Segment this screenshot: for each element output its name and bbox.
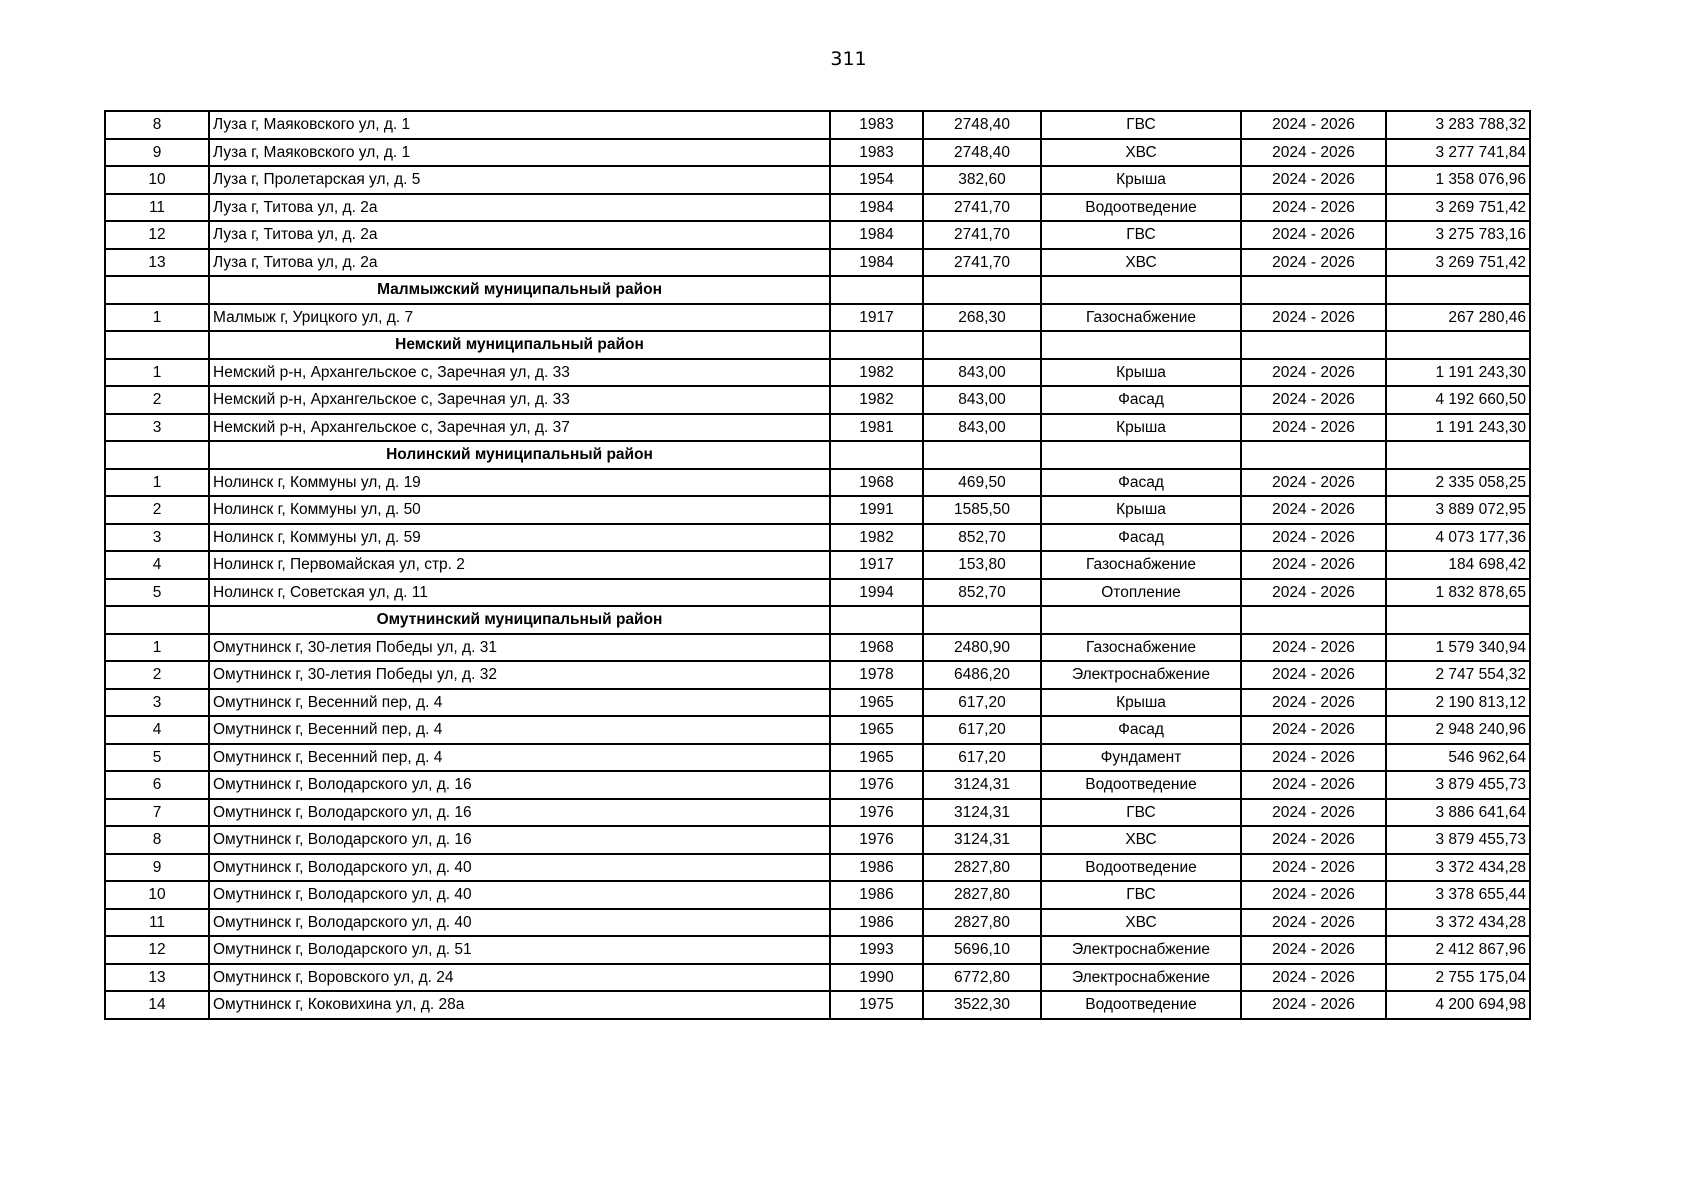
area-cell: 6772,80 [923,964,1041,992]
year-built-cell: 1978 [830,661,923,689]
work-type-cell: ГВС [1041,221,1241,249]
cost-cell: 2 755 175,04 [1386,964,1530,992]
work-type-cell: Газоснабжение [1041,551,1241,579]
table-row [105,111,1530,139]
empty-cell [1241,331,1386,359]
table-row [105,551,1530,579]
area-cell: 2741,70 [923,249,1041,277]
cost-cell: 1 191 243,30 [1386,414,1530,442]
district-title: Омутнинский муниципальный район [209,606,830,634]
row-number-cell: 9 [105,854,209,882]
area-cell: 2741,70 [923,221,1041,249]
address-cell: Нолинск г, Коммуны ул, д. 50 [209,496,830,524]
address-cell: Нолинск г, Советская ул, д. 11 [209,579,830,607]
year-built-cell: 1954 [830,166,923,194]
empty-cell [1041,276,1241,304]
work-type-cell: ГВС [1041,111,1241,139]
cost-cell: 3 879 455,73 [1386,826,1530,854]
address-cell: Нолинск г, Коммуны ул, д. 19 [209,469,830,497]
address-cell: Малмыж г, Урицкого ул, д. 7 [209,304,830,332]
table-row [105,991,1530,1019]
address-cell: Омутнинск г, Коковихина ул, д. 28а [209,991,830,1019]
row-number-cell: 1 [105,634,209,662]
period-cell: 2024 - 2026 [1241,799,1386,827]
row-number-cell: 3 [105,524,209,552]
district-header-row [105,606,1530,634]
address-cell: Омутнинск г, 30-летия Победы ул, д. 31 [209,634,830,662]
address-cell: Омутнинск г, 30-летия Победы ул, д. 32 [209,661,830,689]
address-cell: Луза г, Пролетарская ул, д. 5 [209,166,830,194]
work-type-cell: ХВС [1041,826,1241,854]
year-built-cell: 1991 [830,496,923,524]
cost-cell: 3 886 641,64 [1386,799,1530,827]
area-cell: 469,50 [923,469,1041,497]
address-cell: Немский р-н, Архангельское с, Заречная ул, д. 33 [209,359,830,387]
district-title: Нолинский муниципальный район [209,441,830,469]
empty-cell [105,276,209,304]
cost-cell: 267 280,46 [1386,304,1530,332]
address-cell: Луза г, Титова ул, д. 2а [209,194,830,222]
work-type-cell: Крыша [1041,496,1241,524]
row-number-cell: 2 [105,386,209,414]
area-cell: 617,20 [923,716,1041,744]
year-built-cell: 1976 [830,799,923,827]
address-cell: Луза г, Титова ул, д. 2а [209,221,830,249]
row-number-cell: 11 [105,194,209,222]
period-cell: 2024 - 2026 [1241,359,1386,387]
table-row [105,166,1530,194]
period-cell: 2024 - 2026 [1241,881,1386,909]
cost-cell: 4 073 177,36 [1386,524,1530,552]
year-built-cell: 1986 [830,881,923,909]
cost-cell: 2 747 554,32 [1386,661,1530,689]
year-built-cell: 1917 [830,551,923,579]
area-cell: 2827,80 [923,854,1041,882]
area-cell: 2741,70 [923,194,1041,222]
row-number-cell: 3 [105,414,209,442]
area-cell: 3124,31 [923,771,1041,799]
table-row [105,359,1530,387]
district-title: Немский муниципальный район [209,331,830,359]
year-built-cell: 1984 [830,221,923,249]
cost-cell: 3 889 072,95 [1386,496,1530,524]
table-row [105,826,1530,854]
row-number-cell: 8 [105,826,209,854]
table-row [105,854,1530,882]
area-cell: 268,30 [923,304,1041,332]
row-number-cell: 14 [105,991,209,1019]
work-type-cell: Газоснабжение [1041,304,1241,332]
row-number-cell: 6 [105,771,209,799]
page-number: 311 [830,48,867,70]
address-cell: Омутнинск г, Володарского ул, д. 16 [209,799,830,827]
year-built-cell: 1976 [830,771,923,799]
year-built-cell: 1993 [830,936,923,964]
area-cell: 2748,40 [923,139,1041,167]
row-number-cell: 4 [105,716,209,744]
row-number-cell: 1 [105,469,209,497]
empty-cell [1241,276,1386,304]
area-cell: 843,00 [923,414,1041,442]
address-cell: Нолинск г, Первомайская ул, стр. 2 [209,551,830,579]
year-built-cell: 1968 [830,469,923,497]
work-type-cell: Крыша [1041,414,1241,442]
area-cell: 3124,31 [923,826,1041,854]
year-built-cell: 1965 [830,689,923,717]
year-built-cell: 1983 [830,139,923,167]
period-cell: 2024 - 2026 [1241,964,1386,992]
area-cell: 2827,80 [923,881,1041,909]
year-built-cell: 1986 [830,854,923,882]
year-built-cell: 1982 [830,359,923,387]
cost-cell: 3 277 741,84 [1386,139,1530,167]
empty-cell [923,606,1041,634]
address-cell: Нолинск г, Коммуны ул, д. 59 [209,524,830,552]
empty-cell [830,606,923,634]
cost-cell: 3 269 751,42 [1386,249,1530,277]
year-built-cell: 1994 [830,579,923,607]
area-cell: 3522,30 [923,991,1041,1019]
period-cell: 2024 - 2026 [1241,689,1386,717]
table-row [105,194,1530,222]
row-number-cell: 12 [105,221,209,249]
year-built-cell: 1984 [830,194,923,222]
table-row [105,139,1530,167]
year-built-cell: 1983 [830,111,923,139]
work-type-cell: Водоотведение [1041,771,1241,799]
year-built-cell: 1976 [830,826,923,854]
address-cell: Омутнинск г, Володарского ул, д. 40 [209,881,830,909]
empty-cell [1041,606,1241,634]
year-built-cell: 1917 [830,304,923,332]
area-cell: 852,70 [923,524,1041,552]
row-number-cell: 5 [105,744,209,772]
table-row [105,579,1530,607]
cost-cell: 3 372 434,28 [1386,854,1530,882]
address-cell: Немский р-н, Архангельское с, Заречная ул, д. 37 [209,414,830,442]
table-row [105,744,1530,772]
work-type-cell: Водоотведение [1041,854,1241,882]
row-number-cell: 10 [105,881,209,909]
cost-cell: 4 192 660,50 [1386,386,1530,414]
empty-cell [923,331,1041,359]
table-row [105,799,1530,827]
empty-cell [105,441,209,469]
area-cell: 1585,50 [923,496,1041,524]
period-cell: 2024 - 2026 [1241,771,1386,799]
area-cell: 852,70 [923,579,1041,607]
table-row [105,414,1530,442]
period-cell: 2024 - 2026 [1241,634,1386,662]
cost-cell: 1 579 340,94 [1386,634,1530,662]
table-row [105,496,1530,524]
address-cell: Немский р-н, Архангельское с, Заречная ул, д. 33 [209,386,830,414]
row-number-cell: 13 [105,249,209,277]
row-number-cell: 3 [105,689,209,717]
table-row [105,221,1530,249]
period-cell: 2024 - 2026 [1241,716,1386,744]
table-row [105,936,1530,964]
period-cell: 2024 - 2026 [1241,469,1386,497]
period-cell: 2024 - 2026 [1241,221,1386,249]
empty-cell [1241,441,1386,469]
address-cell: Омутнинск г, Володарского ул, д. 40 [209,909,830,937]
year-built-cell: 1982 [830,524,923,552]
period-cell: 2024 - 2026 [1241,414,1386,442]
period-cell: 2024 - 2026 [1241,744,1386,772]
work-type-cell: Водоотведение [1041,991,1241,1019]
area-cell: 843,00 [923,386,1041,414]
work-type-cell: Крыша [1041,166,1241,194]
table-row [105,881,1530,909]
year-built-cell: 1982 [830,386,923,414]
period-cell: 2024 - 2026 [1241,909,1386,937]
period-cell: 2024 - 2026 [1241,304,1386,332]
year-built-cell: 1981 [830,414,923,442]
address-cell: Омутнинск г, Весенний пер, д. 4 [209,716,830,744]
address-cell: Омутнинск г, Володарского ул, д. 16 [209,771,830,799]
cost-cell: 1 191 243,30 [1386,359,1530,387]
address-cell: Луза г, Маяковского ул, д. 1 [209,111,830,139]
cost-cell: 1 358 076,96 [1386,166,1530,194]
year-built-cell: 1986 [830,909,923,937]
period-cell: 2024 - 2026 [1241,111,1386,139]
period-cell: 2024 - 2026 [1241,166,1386,194]
row-number-cell: 5 [105,579,209,607]
table-row [105,964,1530,992]
cost-cell: 3 372 434,28 [1386,909,1530,937]
period-cell: 2024 - 2026 [1241,386,1386,414]
year-built-cell: 1990 [830,964,923,992]
cost-cell: 1 832 878,65 [1386,579,1530,607]
table-row [105,661,1530,689]
row-number-cell: 2 [105,496,209,524]
year-built-cell: 1984 [830,249,923,277]
address-cell: Омутнинск г, Весенний пер, д. 4 [209,689,830,717]
district-header-row [105,441,1530,469]
address-cell: Омутнинск г, Воровского ул, д. 24 [209,964,830,992]
period-cell: 2024 - 2026 [1241,524,1386,552]
work-type-cell: ХВС [1041,139,1241,167]
address-cell: Омутнинск г, Володарского ул, д. 16 [209,826,830,854]
period-cell: 2024 - 2026 [1241,936,1386,964]
table-row [105,771,1530,799]
cost-cell: 3 275 783,16 [1386,221,1530,249]
work-type-cell: Фасад [1041,469,1241,497]
area-cell: 3124,31 [923,799,1041,827]
period-cell: 2024 - 2026 [1241,551,1386,579]
area-cell: 2480,90 [923,634,1041,662]
cost-cell: 2 190 813,12 [1386,689,1530,717]
work-type-cell: ХВС [1041,909,1241,937]
work-type-cell: Электроснабжение [1041,661,1241,689]
empty-cell [1386,606,1530,634]
period-cell: 2024 - 2026 [1241,826,1386,854]
address-cell: Омутнинск г, Володарского ул, д. 40 [209,854,830,882]
row-number-cell: 13 [105,964,209,992]
cost-cell: 4 200 694,98 [1386,991,1530,1019]
cost-cell: 546 962,64 [1386,744,1530,772]
row-number-cell: 4 [105,551,209,579]
cost-cell: 3 269 751,42 [1386,194,1530,222]
cost-cell: 2 335 058,25 [1386,469,1530,497]
table-row [105,304,1530,332]
empty-cell [830,441,923,469]
empty-cell [1041,441,1241,469]
repair-program-table [104,110,1531,1020]
cost-cell: 3 879 455,73 [1386,771,1530,799]
work-type-cell: Крыша [1041,689,1241,717]
area-cell: 843,00 [923,359,1041,387]
table-row [105,524,1530,552]
row-number-cell: 2 [105,661,209,689]
address-cell: Луза г, Маяковского ул, д. 1 [209,139,830,167]
work-type-cell: Фундамент [1041,744,1241,772]
area-cell: 617,20 [923,689,1041,717]
work-type-cell: Отопление [1041,579,1241,607]
area-cell: 153,80 [923,551,1041,579]
work-type-cell: Фасад [1041,386,1241,414]
period-cell: 2024 - 2026 [1241,194,1386,222]
address-cell: Омутнинск г, Весенний пер, д. 4 [209,744,830,772]
period-cell: 2024 - 2026 [1241,854,1386,882]
period-cell: 2024 - 2026 [1241,249,1386,277]
area-cell: 382,60 [923,166,1041,194]
row-number-cell: 1 [105,304,209,332]
area-cell: 2748,40 [923,111,1041,139]
area-cell: 6486,20 [923,661,1041,689]
empty-cell [105,606,209,634]
cost-cell: 2 948 240,96 [1386,716,1530,744]
row-number-cell: 12 [105,936,209,964]
cost-cell: 3 378 655,44 [1386,881,1530,909]
row-number-cell: 9 [105,139,209,167]
table-row [105,469,1530,497]
empty-cell [830,276,923,304]
table-row [105,716,1530,744]
empty-cell [1386,441,1530,469]
area-cell: 5696,10 [923,936,1041,964]
work-type-cell: Электроснабжение [1041,964,1241,992]
year-built-cell: 1975 [830,991,923,1019]
period-cell: 2024 - 2026 [1241,991,1386,1019]
work-type-cell: Водоотведение [1041,194,1241,222]
work-type-cell: ГВС [1041,881,1241,909]
work-type-cell: Фасад [1041,524,1241,552]
work-type-cell: Фасад [1041,716,1241,744]
district-header-row [105,331,1530,359]
address-cell: Луза г, Титова ул, д. 2а [209,249,830,277]
table-row [105,909,1530,937]
period-cell: 2024 - 2026 [1241,139,1386,167]
table-row [105,634,1530,662]
table-row [105,386,1530,414]
year-built-cell: 1965 [830,716,923,744]
year-built-cell: 1968 [830,634,923,662]
year-built-cell: 1965 [830,744,923,772]
district-title: Малмыжский муниципальный район [209,276,830,304]
work-type-cell: Крыша [1041,359,1241,387]
table-body [105,111,1530,1019]
table-row [105,249,1530,277]
row-number-cell: 11 [105,909,209,937]
table-row [105,689,1530,717]
empty-cell [830,331,923,359]
address-cell: Омутнинск г, Володарского ул, д. 51 [209,936,830,964]
period-cell: 2024 - 2026 [1241,579,1386,607]
cost-cell: 2 412 867,96 [1386,936,1530,964]
cost-cell: 3 283 788,32 [1386,111,1530,139]
row-number-cell: 8 [105,111,209,139]
district-header-row [105,276,1530,304]
period-cell: 2024 - 2026 [1241,496,1386,524]
area-cell: 617,20 [923,744,1041,772]
work-type-cell: ХВС [1041,249,1241,277]
row-number-cell: 7 [105,799,209,827]
work-type-cell: Электроснабжение [1041,936,1241,964]
empty-cell [1386,331,1530,359]
empty-cell [923,276,1041,304]
empty-cell [1241,606,1386,634]
empty-cell [923,441,1041,469]
work-type-cell: ГВС [1041,799,1241,827]
empty-cell [1386,276,1530,304]
period-cell: 2024 - 2026 [1241,661,1386,689]
area-cell: 2827,80 [923,909,1041,937]
row-number-cell: 1 [105,359,209,387]
cost-cell: 184 698,42 [1386,551,1530,579]
work-type-cell: Газоснабжение [1041,634,1241,662]
row-number-cell: 10 [105,166,209,194]
empty-cell [1041,331,1241,359]
empty-cell [105,331,209,359]
